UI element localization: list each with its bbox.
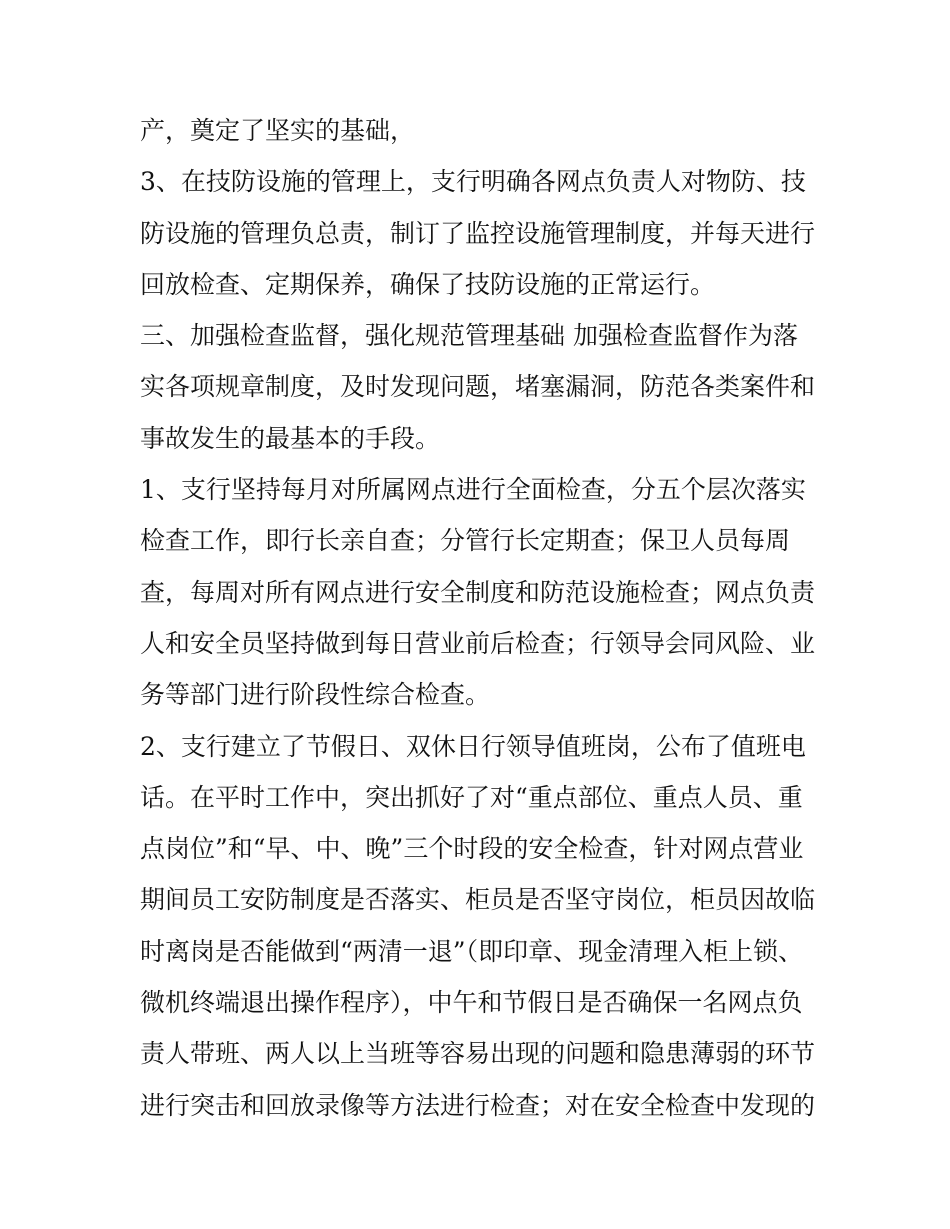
text-line: 2、支行建立了节假日、双休日行领导值班岗，公布了值班电 bbox=[140, 731, 806, 761]
text-line: 责人带班、两人以上当班等容易出现的问题和隐患薄弱的环节 bbox=[140, 1039, 816, 1069]
text-line: 产，奠定了坚实的基础， bbox=[140, 116, 416, 145]
text-line: 1、支行坚持每月对所属网点进行全面检查，分五个层次落实 bbox=[140, 475, 806, 505]
text-line: 回放检查、定期保养，确保了技防设施的正常运行。 bbox=[140, 269, 716, 299]
text-line: 务等部门进行阶段性综合检查。 bbox=[140, 680, 491, 710]
text-line: 事故发生的最基本的手段。 bbox=[140, 423, 441, 453]
section-heading-line: 三、加强检查监督，强化规范管理基础 加强检查监督作为落 bbox=[140, 321, 798, 351]
text-line: 人和安全员坚持做到每日营业前后检查；行领导会同风险、业 bbox=[140, 628, 816, 658]
text-line: 进行突击和回放录像等方法进行检查；对在安全检查中发现的 bbox=[140, 1090, 816, 1120]
text-line: 点岗位”和“早、中、晚”三个时段的安全检查，针对网点营业 bbox=[140, 834, 804, 864]
text-line: 防设施的管理负总责，制订了监控设施管理制度，并每天进行 bbox=[140, 218, 816, 248]
text-line: 检查工作，即行长亲自查；分管行长定期查；保卫人员每周 bbox=[140, 526, 791, 556]
text-line: 时离岗是否能做到“两清一退”（即印章、现金清理入柜上锁、 bbox=[140, 936, 804, 966]
text-line: 实各项规章制度，及时发现问题，堵塞漏洞，防范各类案件和 bbox=[140, 372, 816, 402]
text-line: 查，每周对所有网点进行安全制度和防范设施检查；网点负责 bbox=[140, 577, 816, 607]
text-line: 期间员工安防制度是否落实、柜员是否坚守岗位，柜员因故临 bbox=[140, 885, 816, 915]
text-line: 3、在技防设施的管理上，支行明确各网点负责人对物防、技 bbox=[140, 167, 806, 197]
text-line: 话。在平时工作中，突出抓好了对“重点部位、重点人员、重 bbox=[140, 782, 803, 812]
document-body bbox=[140, 105, 830, 1131]
text-line: 微机终端退出操作程序），中午和节假日是否确保一名网点负 bbox=[140, 988, 803, 1018]
